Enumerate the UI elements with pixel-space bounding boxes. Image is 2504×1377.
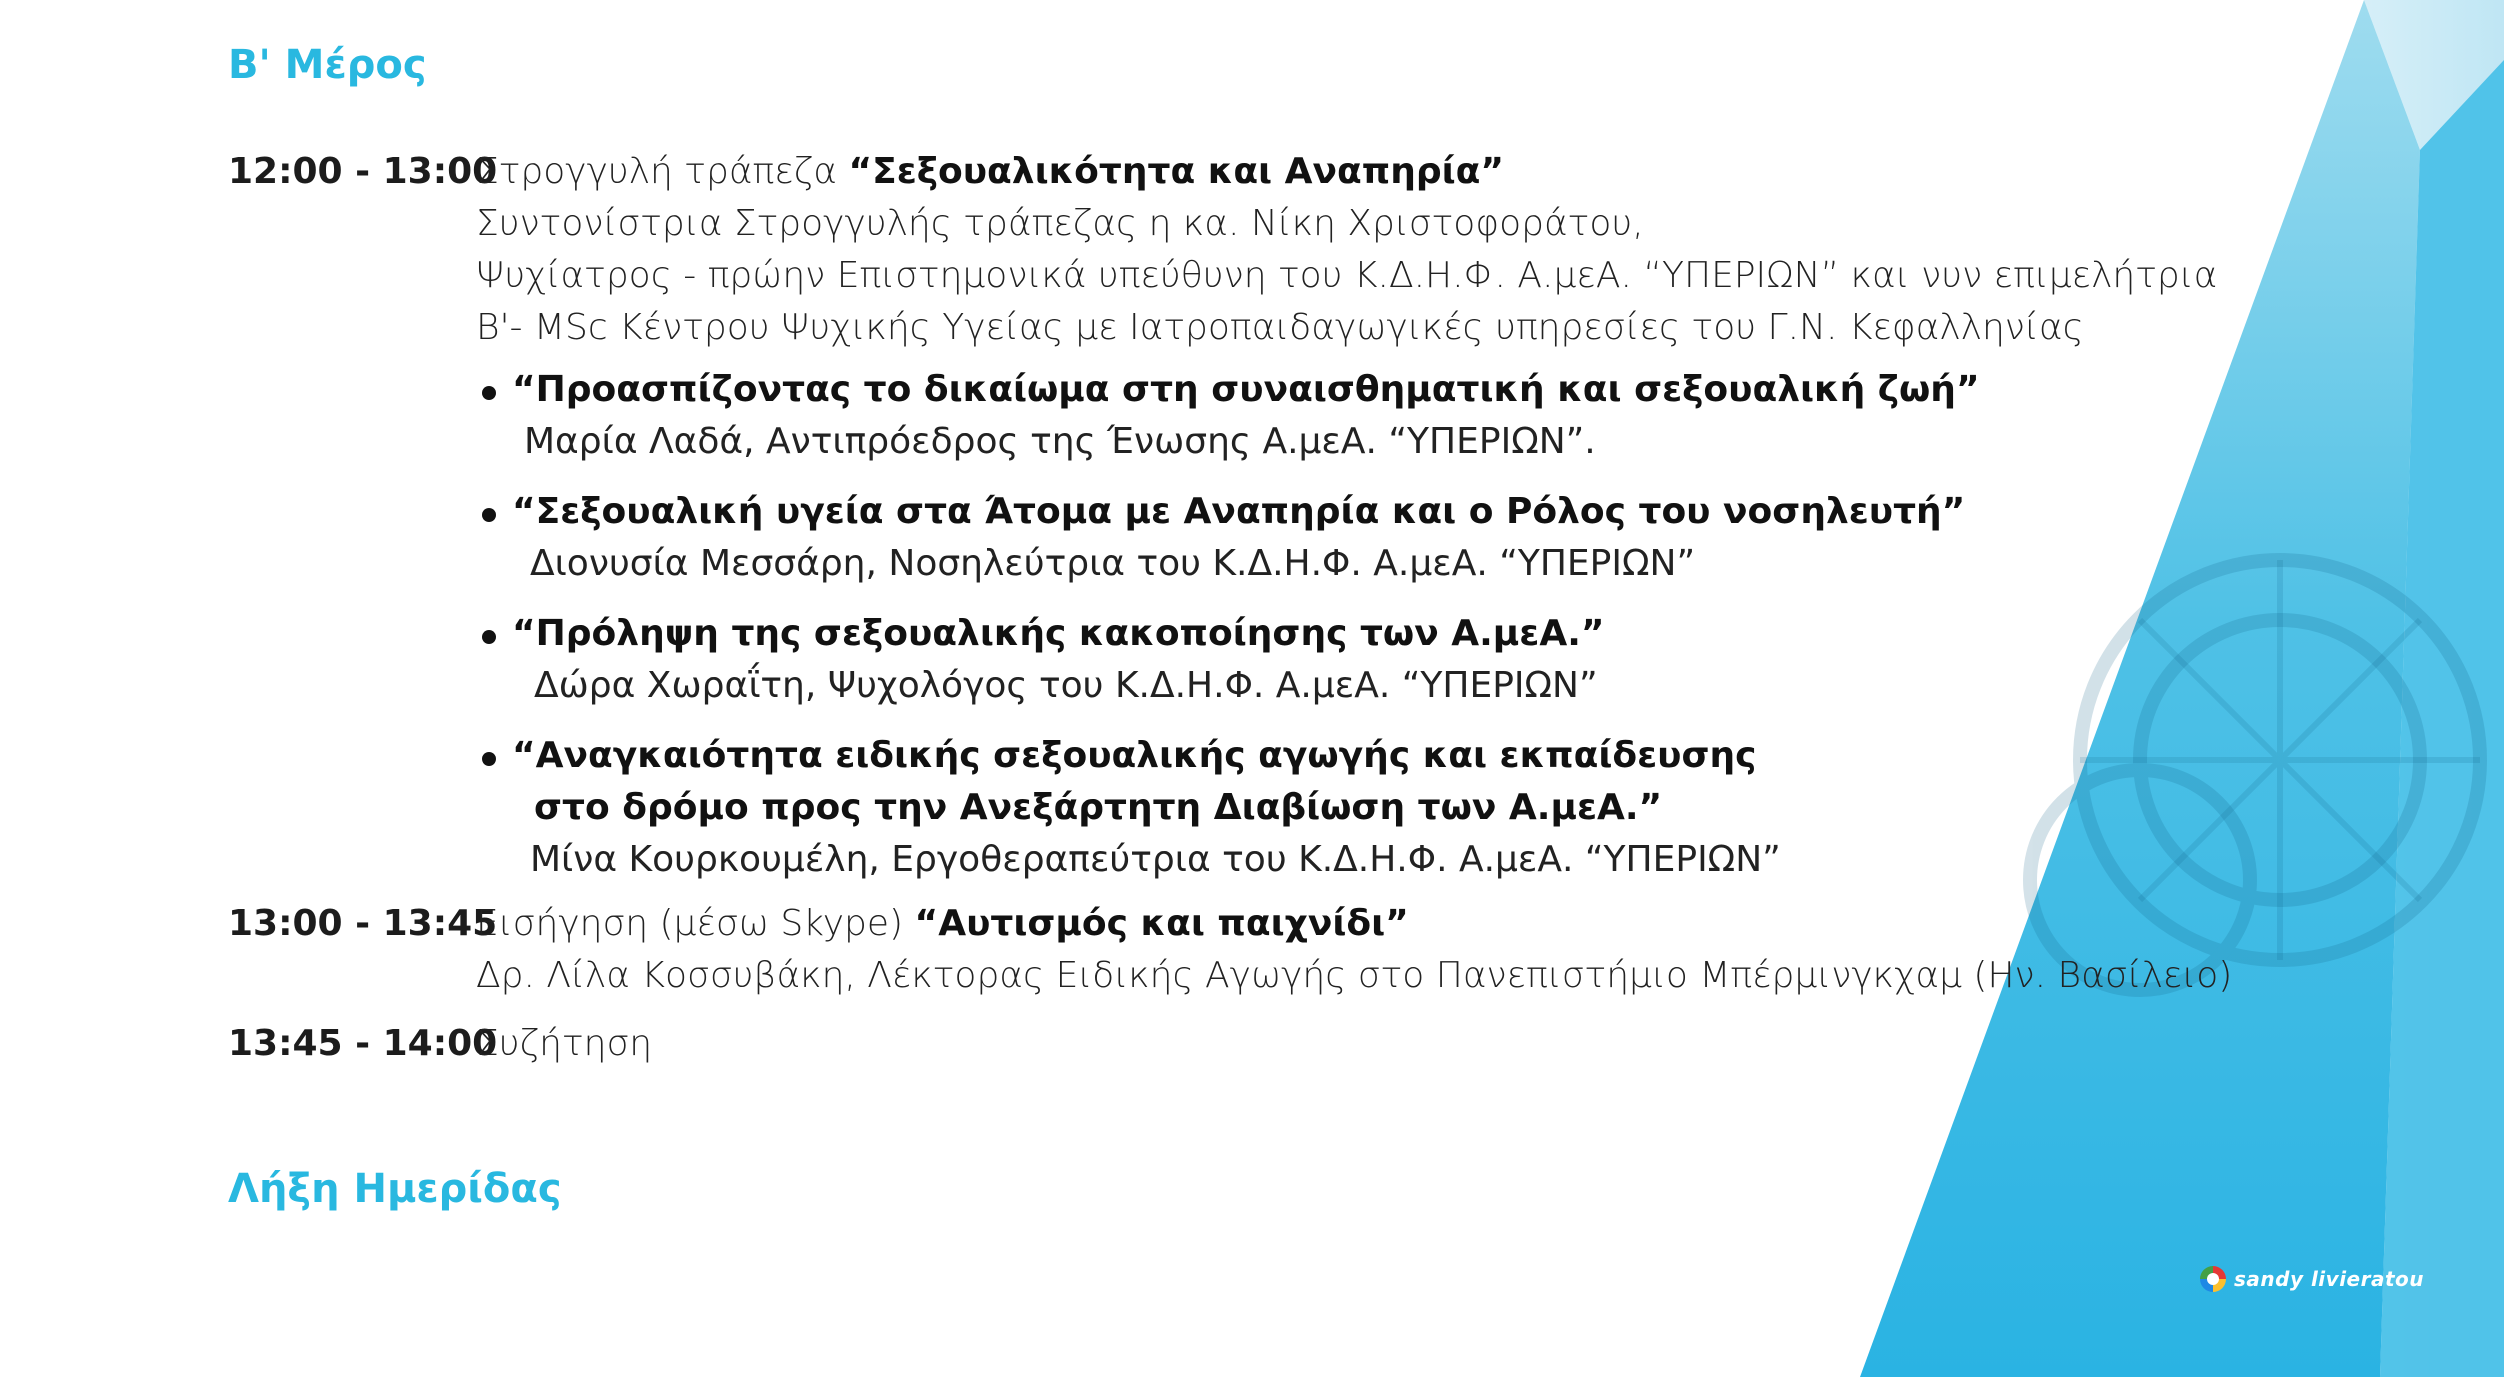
bullet-icon [482, 508, 496, 522]
entry-body [476, 898, 2232, 1002]
talk-title: “Πρόληψη της σεξουαλικής κακοποίησης των Α.μεΑ.” [512, 613, 1605, 654]
entry-intro: Στρογγυλή τράπεζα [476, 151, 849, 192]
talk-item [476, 486, 2228, 590]
logo-icon [2200, 1266, 2226, 1292]
entry-intro: Εισήγηση (μέσω Skype) [476, 903, 915, 944]
bullet-icon [482, 630, 496, 644]
entry-body [476, 1018, 2228, 1070]
talk-item [476, 730, 2228, 886]
talk-speaker: Διονυσία Μεσσάρη, Νοσηλεύτρια του Κ.Δ.Η.Φ. Α.μεΑ. “ΥΠΕΡΙΩΝ” [530, 543, 1696, 584]
talk-speaker: Μίνα Κουρκουμέλη, Εργοθεραπεύτρια του Κ.Δ.Η.Φ. Α.μεΑ. “ΥΠΕΡΙΩΝ” [530, 839, 1781, 880]
agenda-entry-2 [228, 898, 2233, 1002]
entry-line: Δρ. Λίλα Κοσσυβάκη, Λέκτορας Ειδικής Αγωγής στο Πανεπιστήμιο Μπέρμινγκχαμ (Ην. Βασίλειο) [476, 955, 2233, 996]
entry-title: “Αυτισμός και παιχνίδι” [914, 903, 1409, 944]
entry-body [476, 146, 2228, 886]
agenda [228, 40, 2233, 1214]
entry-line: Β'- MSc Κέντρου Ψυχικής Υγείας με Ιατροπαιδαγωγικές υπηρεσίες του Γ.Ν. Κεφαλληνίας [476, 307, 2084, 348]
talk-title: “Αναγκαιότητα ειδικής σεξουαλικής αγωγής και εκπαίδευσης [512, 735, 1757, 776]
entry-heading [476, 146, 2228, 198]
talk-speaker: Μαρία Λαδά, Αντιπρόεδρος της Ένωσης Α.μεΑ. “ΥΠΕΡΙΩΝ”. [524, 421, 1596, 462]
agenda-entry-3 [228, 1018, 2228, 1070]
brand-logo [2200, 1266, 2424, 1292]
entry-title: “Σεξουαλικότητα και Αναπηρία” [848, 151, 1505, 192]
agenda-entry-1 [228, 146, 2228, 886]
entry-line: Συντονίστρια Στρογγυλής τράπεζας η κα. Νίκη Χριστοφοράτου, [476, 203, 1644, 244]
entry-heading [476, 898, 2232, 950]
entry-time: 13:45 - 14:00 [228, 1023, 498, 1064]
logo-text: sandy livieratou [2234, 1267, 2425, 1291]
entry-intro: Συζήτηση [476, 1023, 653, 1064]
section-title: Β' Μέρος [228, 42, 427, 88]
closing-title: Λήξη Ημερίδας [228, 1166, 562, 1212]
bullet-icon [482, 752, 496, 766]
entry-line: Ψυχίατρος - πρώην Επιστημονικά υπεύθυνη του Κ.Δ.Η.Φ. Α.μεΑ. “ΥΠΕΡΙΩΝ” και νυν επιμελήτρια [476, 255, 2218, 296]
talk-item [476, 608, 2228, 712]
talk-title: “Σεξουαλική υγεία στα Άτομα με Αναπηρία και ο Ρόλος του νοσηλευτή” [512, 491, 1966, 532]
entry-time: 12:00 - 13:00 [228, 151, 498, 192]
entry-heading [476, 1018, 2228, 1070]
entry-time: 13:00 - 13:45 [228, 903, 498, 944]
talk-title-continued: στο δρόμο προς την Ανεξάρτητη Διαβίωση των Α.μεΑ.” [534, 787, 1663, 828]
talk-speaker: Δώρα Χωραΐτη, Ψυχολόγος του Κ.Δ.Η.Φ. Α.μεΑ. “ΥΠΕΡΙΩΝ” [534, 665, 1598, 706]
bullet-icon [482, 386, 496, 400]
talk-title: “Προασπίζοντας το δικαίωμα στη συναισθηματική και σεξουαλική ζωή” [512, 369, 1980, 410]
talk-item [476, 364, 2228, 468]
